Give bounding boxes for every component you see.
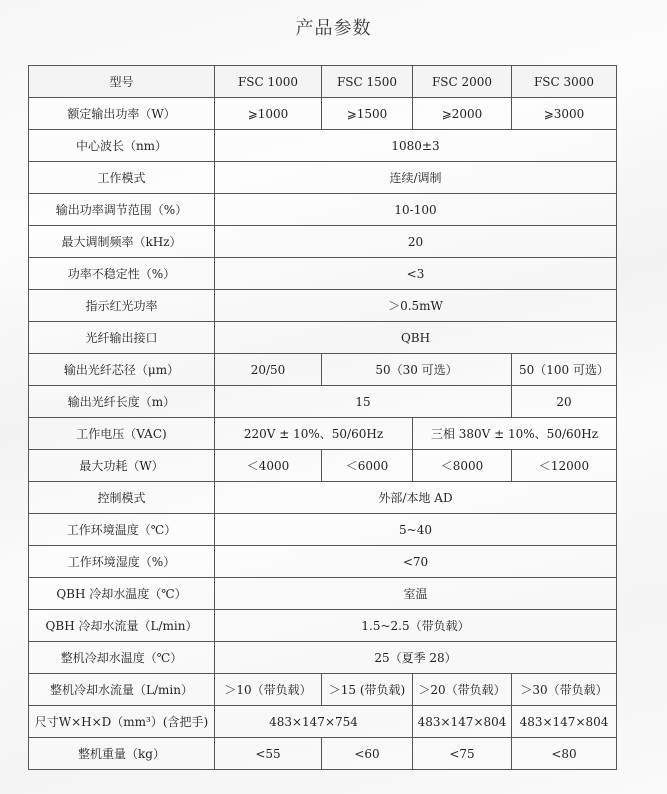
table-row [29,194,617,226]
value-cell: 连续/调制 [215,162,617,194]
value-cell: ＞10（带负载） [215,674,322,706]
value-cell: 外部/本地 AD [215,482,617,514]
value-cell: ＜8000 [413,450,512,482]
row-label-cell: 工作电压（VAC) [29,418,215,450]
header-model-cell: FSC 1500 [322,66,413,98]
value-cell: ＞0.5mW [215,290,617,322]
value-cell: <75 [413,738,512,770]
value-cell: <60 [322,738,413,770]
value-cell: ⩾1500 [322,98,413,130]
table-row [29,418,617,450]
value-cell: <80 [512,738,617,770]
spec-table-body [29,66,617,770]
value-cell: 20/50 [215,354,322,386]
header-label-cell: 型号 [29,66,215,98]
row-label-cell: 整机重量（kg） [29,738,215,770]
row-label-cell: 功率不稳定性（%） [29,258,215,290]
table-row [29,226,617,258]
row-label-cell: 输出光纤长度（m） [29,386,215,418]
table-row [29,386,617,418]
value-cell: 483×147×804 [512,706,617,738]
row-label-cell: QBH 冷却水温度（℃） [29,578,215,610]
row-label-cell: 控制模式 [29,482,215,514]
table-header-row [29,66,617,98]
value-cell: 三相 380V ± 10%、50/60Hz [413,418,617,450]
table-row [29,482,617,514]
value-cell: ＜12000 [512,450,617,482]
value-cell: 50（30 可选） [322,354,512,386]
table-row [29,706,617,738]
value-cell: ⩾2000 [413,98,512,130]
header-model-cell: FSC 3000 [512,66,617,98]
table-row [29,290,617,322]
row-label-cell: 整机冷却水温度（℃） [29,642,215,674]
value-cell: 15 [215,386,512,418]
table-row [29,546,617,578]
table-row [29,610,617,642]
value-cell: 室温 [215,578,617,610]
table-row [29,642,617,674]
header-model-cell: FSC 1000 [215,66,322,98]
header-model-cell: FSC 2000 [413,66,512,98]
table-row [29,322,617,354]
value-cell: ＞20（带负载） [413,674,512,706]
value-cell: ⩾3000 [512,98,617,130]
value-cell: <70 [215,546,617,578]
table-row [29,130,617,162]
value-cell: <3 [215,258,617,290]
row-label-cell: 光纤输出接口 [29,322,215,354]
row-label-cell: 工作环境湿度（%） [29,546,215,578]
row-label-cell: 输出功率调节范围（%） [29,194,215,226]
row-label-cell: 额定输出功率（W） [29,98,215,130]
value-cell: 1.5~2.5（带负载） [215,610,617,642]
table-row [29,738,617,770]
value-cell: 1080±3 [215,130,617,162]
spec-table [28,65,617,770]
table-row [29,450,617,482]
table-row [29,514,617,546]
table-row [29,258,617,290]
row-label-cell: 输出光纤芯径（μm） [29,354,215,386]
value-cell: 25（夏季 28） [215,642,617,674]
row-label-cell: QBH 冷却水流量（L/min） [29,610,215,642]
table-row [29,674,617,706]
value-cell: 220V ± 10%、50/60Hz [215,418,413,450]
value-cell: ＞15 (带负载) [322,674,413,706]
row-label-cell: 最大功耗（W） [29,450,215,482]
row-label-cell: 最大调制频率（kHz） [29,226,215,258]
value-cell: 483×147×804 [413,706,512,738]
table-row [29,98,617,130]
row-label-cell: 工作环境温度（℃） [29,514,215,546]
value-cell: ＜6000 [322,450,413,482]
row-label-cell: 指示红光功率 [29,290,215,322]
value-cell: ＜4000 [215,450,322,482]
row-label-cell: 中心波长（nm） [29,130,215,162]
value-cell: 20 [512,386,617,418]
row-label-cell: 整机冷却水流量（L/min） [29,674,215,706]
table-row [29,162,617,194]
value-cell: ＞30（带负载） [512,674,617,706]
value-cell: <55 [215,738,322,770]
row-label-cell: 工作模式 [29,162,215,194]
value-cell: 5~40 [215,514,617,546]
value-cell: 10-100 [215,194,617,226]
table-row [29,354,617,386]
value-cell: QBH [215,322,617,354]
value-cell: ⩾1000 [215,98,322,130]
page-title: 产品参数 [295,18,372,39]
value-cell: 50（100 可选） [512,354,617,386]
row-label-cell: 尺寸W×H×D（mm³）(含把手) [29,706,215,738]
value-cell: 20 [215,226,617,258]
value-cell: 483×147×754 [215,706,413,738]
table-row [29,578,617,610]
